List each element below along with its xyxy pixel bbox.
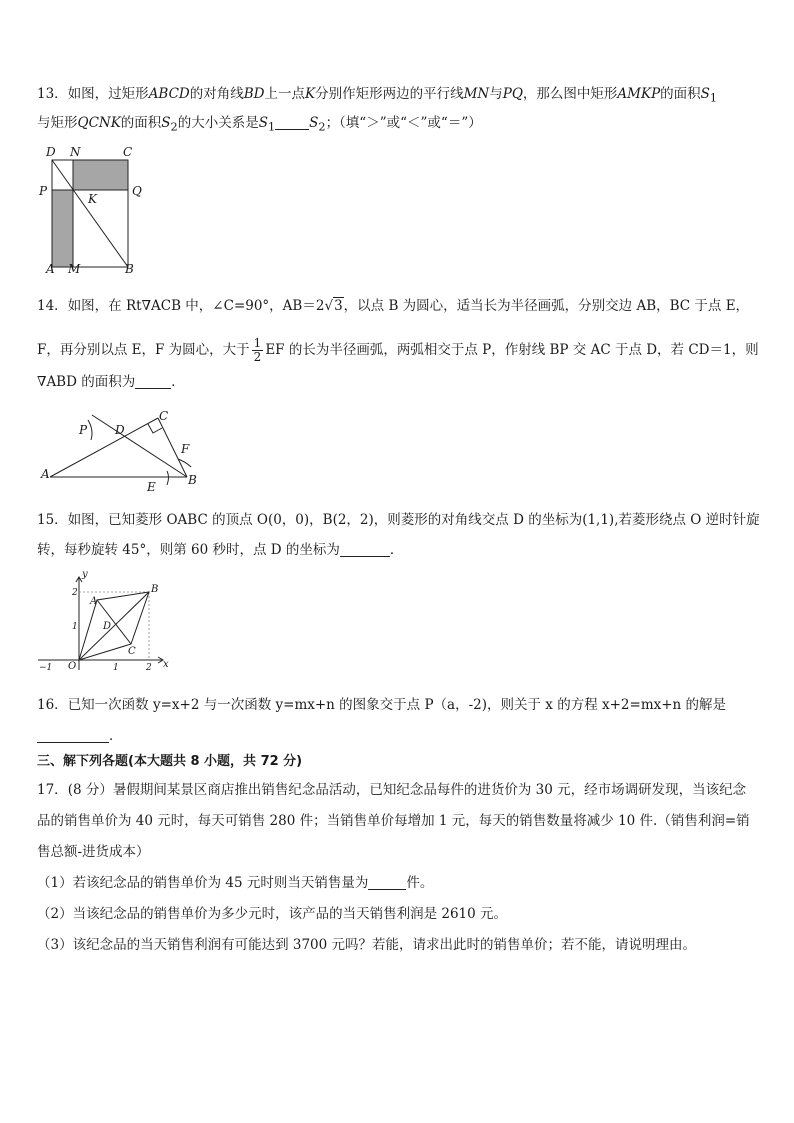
svg-text:P: P bbox=[39, 184, 48, 198]
q16-line2: ． bbox=[37, 726, 123, 746]
q15-figure bbox=[30, 570, 175, 675]
q17-line2: 品的销售单价为 40 元时，每天可销售 280 件；当销售单价每增加 1 元，每天的销售数量将减少 10 件.（销售利润=销 bbox=[37, 813, 750, 829]
q14-line2: F，再分别以点 E，F 为圆心，大于 $\frac{1}{2}$ EF 的长为半径画弧，两弧相交于点 P，作射线 BP 交 AC 于点 D，若 CD＝1，则 bbox=[37, 336, 759, 364]
svg-text:D: D bbox=[46, 145, 56, 159]
q13-line2: 与矩形QCNK的面积$S_2$的大小关系是$S_1$ $S_2$；（填“＞”或“＜”或“＝”） bbox=[37, 115, 482, 134]
svg-text:B: B bbox=[188, 473, 197, 487]
svg-text:2: 2 bbox=[72, 588, 78, 598]
svg-text:1: 1 bbox=[113, 663, 119, 673]
section-heading: 三、解下列各题(本大题共 8 小题，共 72 分) bbox=[37, 754, 303, 769]
q14-line1: 14．如图，在 Rt∇ACB 中，∠C=90°，AB＝2√3，以点 B 为圆心，适当长为半径画弧，分别交边 AB，BC 于点 E， bbox=[37, 298, 750, 314]
q15-line2: 转，每秒旋转 45°，则第 60 秒时，点 D 的坐标为 ． bbox=[37, 542, 404, 558]
svg-text:B: B bbox=[151, 584, 159, 595]
svg-text:C: C bbox=[123, 145, 133, 159]
svg-text:E: E bbox=[147, 480, 156, 494]
q17-line3: 售总额-进货成本） bbox=[37, 844, 150, 860]
q15-line1: 15．如图，已知菱形 OABC 的顶点 O(0，0)，B(2，2)，则菱形的对角线交点 D 的坐标为(1,1),若菱形绕点 O 逆时针旋 bbox=[37, 512, 760, 528]
svg-text:Q: Q bbox=[132, 184, 142, 198]
q16-answer-blank[interactable] bbox=[37, 728, 109, 743]
svg-text:x: x bbox=[163, 659, 169, 670]
svg-text:C: C bbox=[128, 646, 136, 657]
q13-answer-blank[interactable] bbox=[275, 115, 309, 130]
q17-sub2: （2）当该纪念品的销售单价为多少元时，该产品的当天销售利润是 2610 元。 bbox=[37, 906, 508, 922]
svg-text:K: K bbox=[88, 192, 97, 206]
q17-sub1: （1）若该纪念品的销售单价为 45 元时则当天销售量为 件。 bbox=[37, 875, 434, 891]
right-angle-mark bbox=[148, 424, 162, 433]
svg-text:A: A bbox=[41, 467, 50, 481]
rect-amkp bbox=[52, 190, 73, 267]
q13-figure bbox=[30, 140, 150, 280]
q17-sub3: （3）该纪念品的当天销售利润有可能达到 3700 元吗？若能，请求出此时的销售单价；若不能，请说明理由。 bbox=[37, 937, 697, 953]
q15-answer-blank[interactable] bbox=[340, 542, 390, 557]
svg-text:1: 1 bbox=[72, 622, 78, 632]
q17-answer-blank[interactable] bbox=[368, 875, 406, 890]
q16-line1: 16．已知一次函数 y=x+2 与一次函数 y=mx+n 的图象交于点 P（a，-2)，则关于 x 的方程 x+2=mx+n 的解是 bbox=[37, 697, 727, 713]
rect-qcnk bbox=[73, 160, 128, 190]
q13-line1: 13．如图，过矩形ABCD的对角线BD上一点K分别作矩形两边的平行线MN与PQ，那么图中矩形AMKP的面积$S_1$ bbox=[37, 86, 718, 105]
svg-text:B: B bbox=[125, 262, 134, 276]
svg-text:−1: −1 bbox=[39, 663, 53, 673]
q14-answer-blank[interactable] bbox=[135, 374, 171, 389]
svg-text:P: P bbox=[79, 423, 88, 437]
q14-figure bbox=[30, 400, 210, 495]
q17-line1: 17．(8 分）暑假期间某景区商店推出销售纪念品活动，已知纪念品每件的进货价为 30 元，经市场调研发现，当该纪念 bbox=[37, 782, 747, 798]
svg-text:M: M bbox=[68, 262, 81, 276]
q14-line3: ∇ABD 的面积为 ． bbox=[37, 374, 185, 390]
svg-text:2: 2 bbox=[146, 663, 152, 673]
svg-text:y: y bbox=[82, 570, 88, 580]
svg-text:C: C bbox=[159, 409, 169, 423]
svg-text:A: A bbox=[46, 262, 55, 276]
svg-text:F: F bbox=[181, 442, 190, 456]
svg-text:N: N bbox=[70, 145, 81, 159]
svg-text:A: A bbox=[90, 596, 98, 607]
svg-text:D: D bbox=[103, 621, 112, 632]
svg-text:O: O bbox=[68, 661, 77, 672]
fraction-one-half: $\frac{1}{2}$ bbox=[253, 336, 262, 364]
svg-text:D: D bbox=[115, 423, 125, 437]
